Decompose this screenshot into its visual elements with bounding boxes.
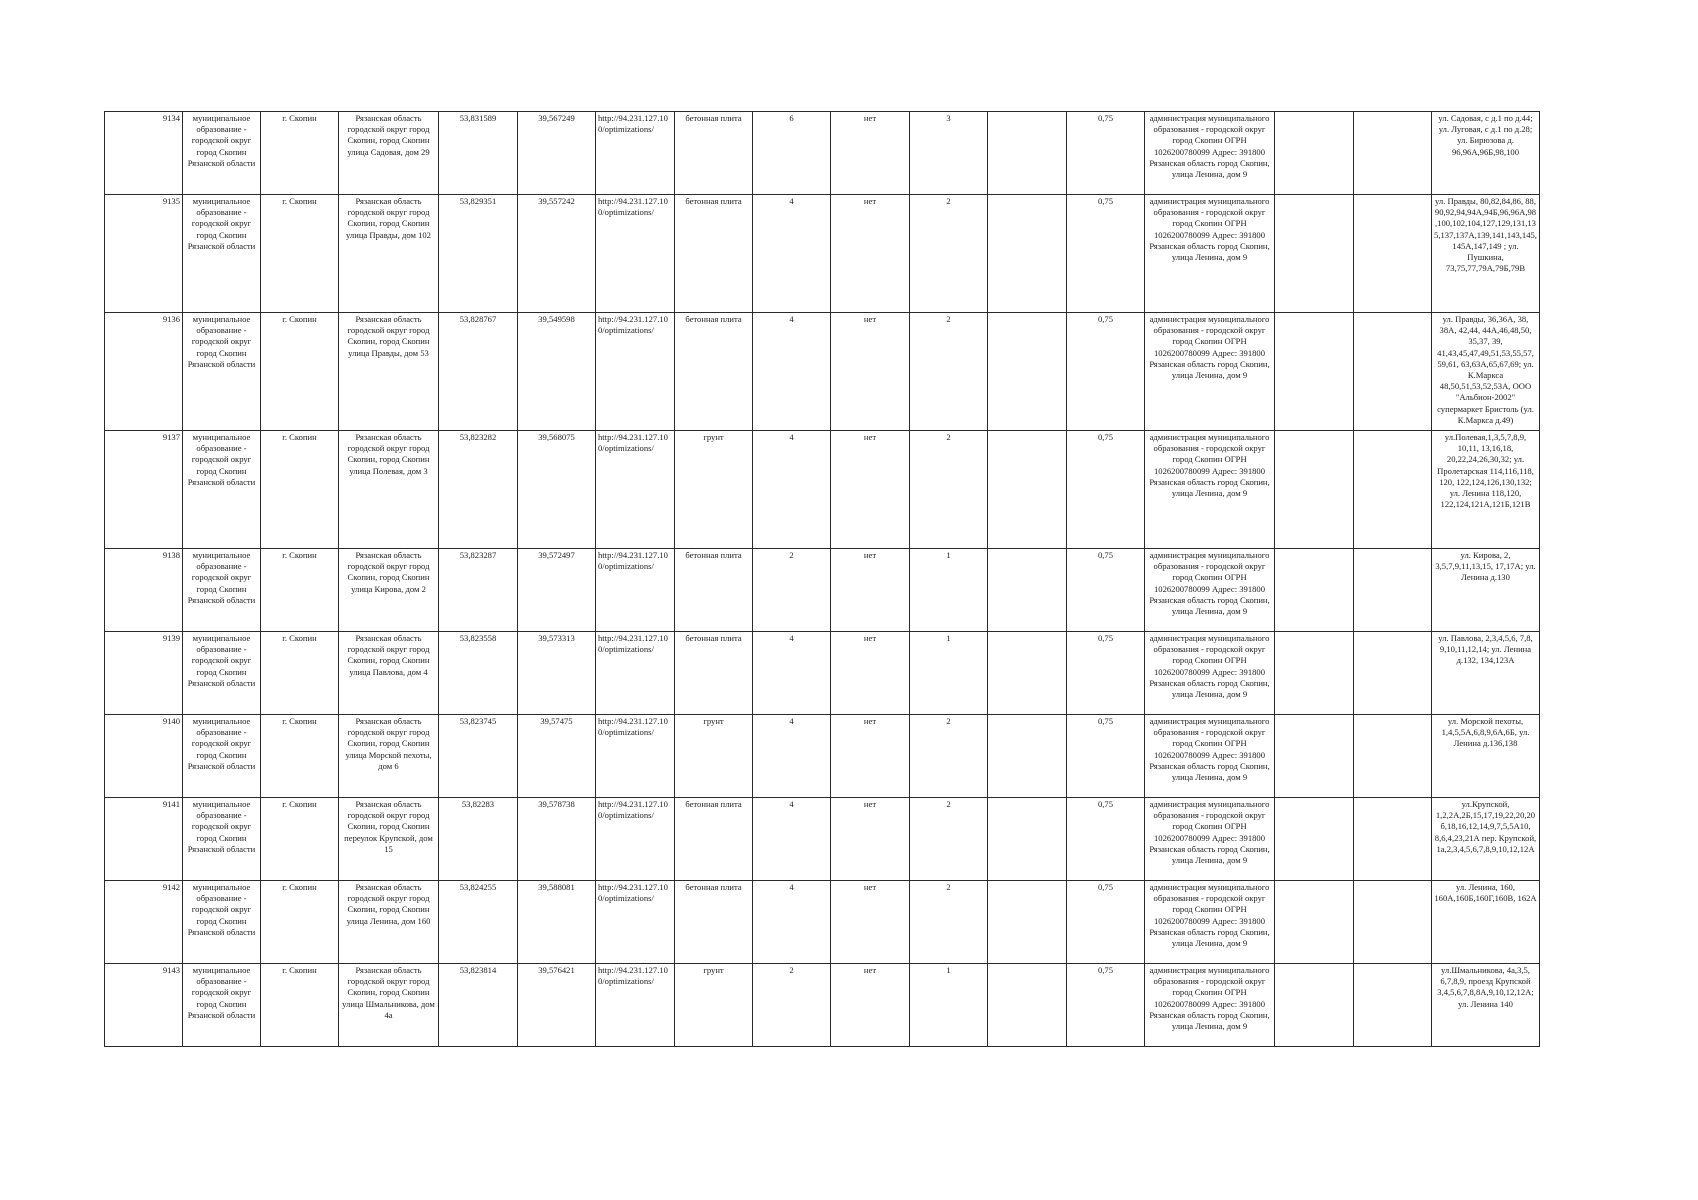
owner-cell: администрация муниципального образования - городской округ город Скопин ОГРН 1026200780099 Адрес: 391800 Рязанская область город Скопин, улица Ленина, дом 9	[1145, 195, 1275, 313]
container-volume-cell: 0,75	[1067, 715, 1145, 798]
link-cell: http://94.231.127.100/optimizations/	[596, 632, 675, 715]
container-volume-cell: 0,75	[1067, 195, 1145, 313]
table-row	[105, 798, 1540, 881]
owner-cell: администрация муниципального образования - городской округ город Скопин ОГРН 1026200780099 Адрес: 391800 Рязанская область город Скопин, улица Ленина, дом 9	[1145, 313, 1275, 431]
link-cell: http://94.231.127.100/optimizations/	[596, 964, 675, 1047]
surface-cell: бетонная плита	[675, 195, 753, 313]
organization-cell: муниципальное образование - городской округ город Скопин Рязанской области	[183, 431, 261, 549]
fence-cell: нет	[831, 112, 910, 195]
surface-cell: грунт	[675, 715, 753, 798]
owner-cell: администрация муниципального образования - городской округ город Скопин ОГРН 1026200780099 Адрес: 391800 Рязанская область город Скопин, улица Ленина, дом 9	[1145, 798, 1275, 881]
row-id-cell: 9140	[105, 715, 183, 798]
empty-cell	[988, 964, 1067, 1047]
organization-cell: муниципальное образование - городской округ город Скопин Рязанской области	[183, 715, 261, 798]
owner-cell: администрация муниципального образования - городской округ город Скопин ОГРН 1026200780099 Адрес: 391800 Рязанская область город Скопин, улица Ленина, дом 9	[1145, 881, 1275, 964]
empty-cell	[1275, 881, 1354, 964]
fence-cell: нет	[831, 715, 910, 798]
locality-cell: г. Скопин	[261, 881, 339, 964]
organization-cell: муниципальное образование - городской округ город Скопин Рязанской области	[183, 195, 261, 313]
empty-cell	[1354, 313, 1432, 431]
link-cell: http://94.231.127.100/optimizations/	[596, 549, 675, 632]
longitude-cell: 39,557242	[518, 195, 596, 313]
waste-sources-cell: ул. Правды, 36,36А, 38, 38А, 42,44, 44А,46,48,50, 35,37, 39, 41,43,45,47,49,51,53,55,57, 59,61, 63,63А,65,67,69; ул. К.Маркса 48,50,51,53,52,53А, ООО "Альбион-2002" супермаркет Бристоль (ул. К.Маркса д.49)	[1432, 313, 1540, 431]
address-cell: Рязанская область городской округ город Скопин, город Скопин улица Шмальникова, дом 4а	[339, 964, 439, 1047]
address-cell: Рязанская область городской округ город Скопин, город Скопин улица Правды, дом 102	[339, 195, 439, 313]
waste-sources-cell: ул. Кирова, 2, 3,5,7,9,11,13,15, 17,17А; ул. Ленина д.130	[1432, 549, 1540, 632]
owner-cell: администрация муниципального образования - городской округ город Скопин ОГРН 1026200780099 Адрес: 391800 Рязанская область город Скопин, улица Ленина, дом 9	[1145, 549, 1275, 632]
container-volume-cell: 0,75	[1067, 112, 1145, 195]
surface-cell: бетонная плита	[675, 112, 753, 195]
containers-count-cell: 2	[910, 715, 988, 798]
empty-cell	[1354, 964, 1432, 1047]
longitude-cell: 39,588081	[518, 881, 596, 964]
empty-cell	[1354, 881, 1432, 964]
surface-cell: грунт	[675, 431, 753, 549]
area-cell: 6	[753, 112, 831, 195]
containers-count-cell: 2	[910, 431, 988, 549]
latitude-cell: 53,831589	[439, 112, 518, 195]
empty-cell	[988, 549, 1067, 632]
table-body	[105, 112, 1540, 1047]
fence-cell: нет	[831, 632, 910, 715]
registry-table	[104, 111, 1540, 1047]
address-cell: Рязанская область городской округ город Скопин, город Скопин улица Полевая, дом 3	[339, 431, 439, 549]
container-volume-cell: 0,75	[1067, 881, 1145, 964]
latitude-cell: 53,82283	[439, 798, 518, 881]
container-volume-cell: 0,75	[1067, 632, 1145, 715]
link-cell: http://94.231.127.100/optimizations/	[596, 313, 675, 431]
area-cell: 2	[753, 964, 831, 1047]
empty-cell	[988, 715, 1067, 798]
table-row	[105, 715, 1540, 798]
empty-cell	[1354, 195, 1432, 313]
owner-cell: администрация муниципального образования - городской округ город Скопин ОГРН 1026200780099 Адрес: 391800 Рязанская область город Скопин, улица Ленина, дом 9	[1145, 715, 1275, 798]
address-cell: Рязанская область городской округ город Скопин, город Скопин улица Садовая, дом 29	[339, 112, 439, 195]
organization-cell: муниципальное образование - городской округ город Скопин Рязанской области	[183, 964, 261, 1047]
latitude-cell: 53,823558	[439, 632, 518, 715]
container-volume-cell: 0,75	[1067, 313, 1145, 431]
surface-cell: бетонная плита	[675, 632, 753, 715]
area-cell: 4	[753, 313, 831, 431]
surface-cell: бетонная плита	[675, 313, 753, 431]
organization-cell: муниципальное образование - городской округ город Скопин Рязанской области	[183, 112, 261, 195]
link-cell: http://94.231.127.100/optimizations/	[596, 798, 675, 881]
container-volume-cell: 0,75	[1067, 431, 1145, 549]
empty-cell	[988, 881, 1067, 964]
locality-cell: г. Скопин	[261, 632, 339, 715]
longitude-cell: 39,549598	[518, 313, 596, 431]
containers-count-cell: 1	[910, 632, 988, 715]
container-volume-cell: 0,75	[1067, 964, 1145, 1047]
latitude-cell: 53,823287	[439, 549, 518, 632]
latitude-cell: 53,828767	[439, 313, 518, 431]
row-id-cell: 9134	[105, 112, 183, 195]
locality-cell: г. Скопин	[261, 195, 339, 313]
surface-cell: бетонная плита	[675, 881, 753, 964]
row-id-cell: 9137	[105, 431, 183, 549]
empty-cell	[988, 431, 1067, 549]
owner-cell: администрация муниципального образования - городской округ город Скопин ОГРН 1026200780099 Адрес: 391800 Рязанская область город Скопин, улица Ленина, дом 9	[1145, 112, 1275, 195]
empty-cell	[1275, 549, 1354, 632]
waste-sources-cell: ул. Ленина, 160, 160А,160Б,160Г,160В, 162А	[1432, 881, 1540, 964]
address-cell: Рязанская область городской округ город Скопин, город Скопин улица Ленина, дом 160	[339, 881, 439, 964]
organization-cell: муниципальное образование - городской округ город Скопин Рязанской области	[183, 881, 261, 964]
table-row	[105, 112, 1540, 195]
address-cell: Рязанская область городской округ город Скопин, город Скопин улица Кирова, дом 2	[339, 549, 439, 632]
locality-cell: г. Скопин	[261, 715, 339, 798]
owner-cell: администрация муниципального образования - городской округ город Скопин ОГРН 1026200780099 Адрес: 391800 Рязанская область город Скопин, улица Ленина, дом 9	[1145, 431, 1275, 549]
fence-cell: нет	[831, 313, 910, 431]
owner-cell: администрация муниципального образования - городской округ город Скопин ОГРН 1026200780099 Адрес: 391800 Рязанская область город Скопин, улица Ленина, дом 9	[1145, 964, 1275, 1047]
row-id-cell: 9141	[105, 798, 183, 881]
row-id-cell: 9138	[105, 549, 183, 632]
organization-cell: муниципальное образование - городской округ город Скопин Рязанской области	[183, 549, 261, 632]
address-cell: Рязанская область городской округ город Скопин, город Скопин переулок Крупской, дом 15	[339, 798, 439, 881]
link-cell: http://94.231.127.100/optimizations/	[596, 195, 675, 313]
link-cell: http://94.231.127.100/optimizations/	[596, 881, 675, 964]
latitude-cell: 53,823745	[439, 715, 518, 798]
link-cell: http://94.231.127.100/optimizations/	[596, 112, 675, 195]
containers-count-cell: 2	[910, 881, 988, 964]
locality-cell: г. Скопин	[261, 798, 339, 881]
area-cell: 4	[753, 195, 831, 313]
empty-cell	[988, 798, 1067, 881]
empty-cell	[1275, 313, 1354, 431]
waste-sources-cell: ул.Крупской, 1,2,2А,2Б,15,17,19,22,20,20б,18,16,12,14,9,7,5,5А10, 8,6,4,23,21А пер. Крупской, 1а,2,3,4,5,6,7,8,9,10,12,12А	[1432, 798, 1540, 881]
longitude-cell: 39,573313	[518, 632, 596, 715]
area-cell: 4	[753, 798, 831, 881]
empty-cell	[1275, 715, 1354, 798]
containers-count-cell: 2	[910, 798, 988, 881]
containers-count-cell: 1	[910, 964, 988, 1047]
table-row	[105, 549, 1540, 632]
row-id-cell: 9135	[105, 195, 183, 313]
empty-cell	[988, 632, 1067, 715]
address-cell: Рязанская область городской округ город Скопин, город Скопин улица Павлова, дом 4	[339, 632, 439, 715]
surface-cell: грунт	[675, 964, 753, 1047]
link-cell: http://94.231.127.100/optimizations/	[596, 715, 675, 798]
locality-cell: г. Скопин	[261, 964, 339, 1047]
fence-cell: нет	[831, 881, 910, 964]
longitude-cell: 39,567249	[518, 112, 596, 195]
area-cell: 4	[753, 632, 831, 715]
area-cell: 4	[753, 881, 831, 964]
longitude-cell: 39,57475	[518, 715, 596, 798]
latitude-cell: 53,823282	[439, 431, 518, 549]
containers-count-cell: 2	[910, 313, 988, 431]
empty-cell	[1275, 431, 1354, 549]
link-cell: http://94.231.127.100/optimizations/	[596, 431, 675, 549]
table-row	[105, 313, 1540, 431]
waste-sources-cell: ул. Павлова, 2,3,4,5,6, 7,8, 9,10,11,12,14; ул. Ленина д.132, 134,123А	[1432, 632, 1540, 715]
fence-cell: нет	[831, 964, 910, 1047]
empty-cell	[1275, 632, 1354, 715]
empty-cell	[1275, 112, 1354, 195]
owner-cell: администрация муниципального образования - городской округ город Скопин ОГРН 1026200780099 Адрес: 391800 Рязанская область город Скопин, улица Ленина, дом 9	[1145, 632, 1275, 715]
waste-sources-cell: ул.Полевая,1,3,5,7,8,9, 10,11, 13,16,18, 20,22,24,26,30,32; ул. Пролетарская 114,116,118, 120, 122,124,126,130,132; ул. Ленина 118,120, 122,124,121А,121Б,121В	[1432, 431, 1540, 549]
organization-cell: муниципальное образование - городской округ город Скопин Рязанской области	[183, 632, 261, 715]
fence-cell: нет	[831, 549, 910, 632]
locality-cell: г. Скопин	[261, 549, 339, 632]
table-row	[105, 195, 1540, 313]
containers-count-cell: 2	[910, 195, 988, 313]
empty-cell	[988, 112, 1067, 195]
table-row	[105, 632, 1540, 715]
latitude-cell: 53,823814	[439, 964, 518, 1047]
row-id-cell: 9136	[105, 313, 183, 431]
organization-cell: муниципальное образование - городской округ город Скопин Рязанской области	[183, 313, 261, 431]
waste-sources-cell: ул. Морской пехоты, 1,4,5,5А,6,8,9,6А,6Б, ул. Ленина д.136,138	[1432, 715, 1540, 798]
containers-count-cell: 3	[910, 112, 988, 195]
organization-cell: муниципальное образование - городской округ город Скопин Рязанской области	[183, 798, 261, 881]
locality-cell: г. Скопин	[261, 313, 339, 431]
longitude-cell: 39,576421	[518, 964, 596, 1047]
area-cell: 2	[753, 549, 831, 632]
longitude-cell: 39,578738	[518, 798, 596, 881]
table-row	[105, 431, 1540, 549]
longitude-cell: 39,568075	[518, 431, 596, 549]
container-volume-cell: 0,75	[1067, 549, 1145, 632]
waste-sources-cell: ул. Садовая, с д.1 по д.44; ул. Луговая, с д.1 по д.28; ул. Бирюзова д. 96,96А,96Б,98,100	[1432, 112, 1540, 195]
surface-cell: бетонная плита	[675, 549, 753, 632]
empty-cell	[1354, 715, 1432, 798]
longitude-cell: 39,572497	[518, 549, 596, 632]
locality-cell: г. Скопин	[261, 112, 339, 195]
surface-cell: бетонная плита	[675, 798, 753, 881]
empty-cell	[988, 195, 1067, 313]
latitude-cell: 53,829351	[439, 195, 518, 313]
waste-sources-cell: ул.Шмальникова, 4а,3,5, 6,7,8,9, проезд Крупской 3,4,5,6,7,8,8А,9,10,12,12А; ул. Ленина 140	[1432, 964, 1540, 1047]
empty-cell	[1275, 798, 1354, 881]
container-volume-cell: 0,75	[1067, 798, 1145, 881]
empty-cell	[1354, 632, 1432, 715]
row-id-cell: 9142	[105, 881, 183, 964]
waste-sources-cell: ул. Правды, 80,82,84,86, 88, 90,92,94,94А,94Б,96,96А,98,100,102,104,127,129,131,135,137,137А,139,141,143,145,145А,147,149 ; ул. Пушкина, 73,75,77,79А,79Б,79В	[1432, 195, 1540, 313]
area-cell: 4	[753, 431, 831, 549]
empty-cell	[1354, 112, 1432, 195]
empty-cell	[1275, 195, 1354, 313]
table-row	[105, 881, 1540, 964]
area-cell: 4	[753, 715, 831, 798]
empty-cell	[1354, 798, 1432, 881]
table-row	[105, 964, 1540, 1047]
address-cell: Рязанская область городской округ город Скопин, город Скопин улица Правды, дом 53	[339, 313, 439, 431]
containers-count-cell: 1	[910, 549, 988, 632]
empty-cell	[1275, 964, 1354, 1047]
empty-cell	[988, 313, 1067, 431]
fence-cell: нет	[831, 431, 910, 549]
row-id-cell: 9143	[105, 964, 183, 1047]
locality-cell: г. Скопин	[261, 431, 339, 549]
address-cell: Рязанская область городской округ город Скопин, город Скопин улица Морской пехоты, дом 6	[339, 715, 439, 798]
empty-cell	[1354, 549, 1432, 632]
empty-cell	[1354, 431, 1432, 549]
latitude-cell: 53,824255	[439, 881, 518, 964]
fence-cell: нет	[831, 195, 910, 313]
fence-cell: нет	[831, 798, 910, 881]
row-id-cell: 9139	[105, 632, 183, 715]
